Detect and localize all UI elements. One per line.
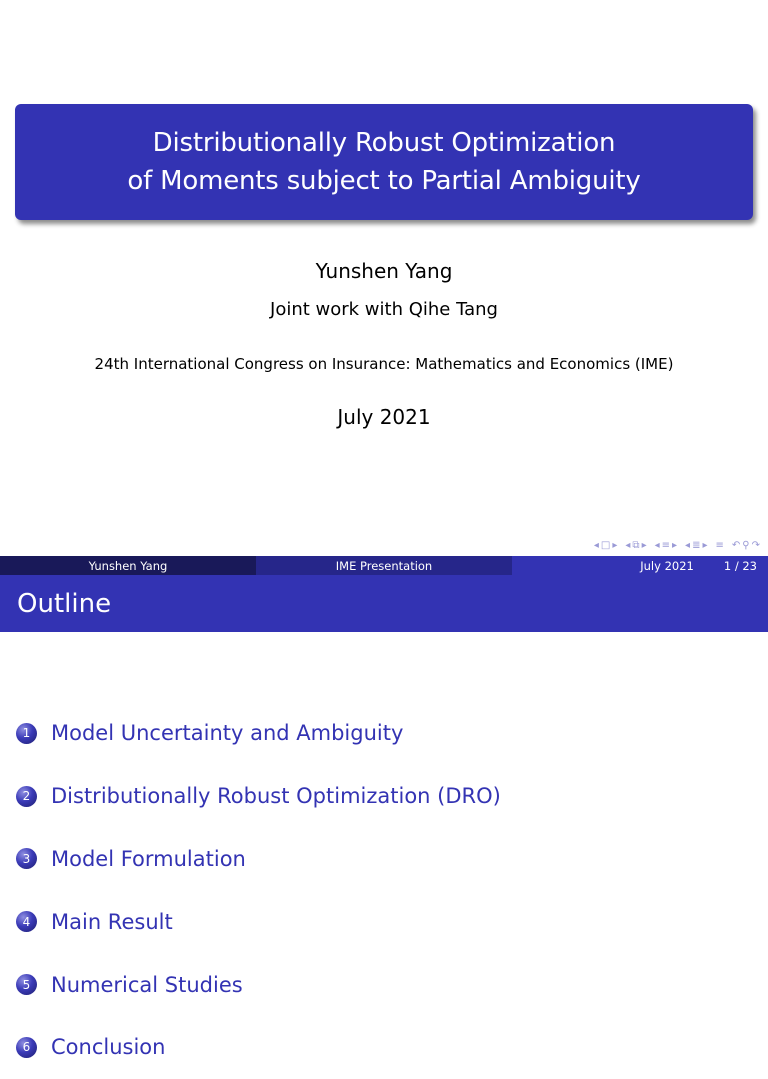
nav-document-icon[interactable]: ≡: [715, 539, 724, 551]
outline-item-label[interactable]: Distributionally Robust Optimization (DRO): [51, 784, 501, 809]
nav-document-group[interactable]: [716, 540, 724, 551]
outline-slide: [0, 575, 768, 1060]
outline-item[interactable]: [16, 953, 501, 1016]
nav-left-arrow-icon[interactable]: ◂: [593, 539, 599, 551]
nav-left-arrow-icon[interactable]: ◂: [625, 539, 631, 551]
outline-item[interactable]: [16, 702, 501, 765]
footline-date-page: [512, 556, 768, 575]
conference-name: 24th International Congress on Insurance: Mathematics and Economics (IME): [94, 355, 674, 373]
nav-section-group[interactable]: [685, 540, 707, 551]
nav-right-arrow-icon[interactable]: ▸: [702, 539, 708, 551]
joint-work-note: Joint work with Qihe Tang: [270, 299, 498, 320]
outline-item[interactable]: [16, 1016, 501, 1079]
nav-left-arrow-icon[interactable]: ◂: [654, 539, 660, 551]
outline-item-label[interactable]: Model Uncertainty and Ambiguity: [51, 721, 404, 746]
numbered-ball-icon: 2: [16, 786, 37, 807]
footline: [0, 556, 768, 575]
outline-item[interactable]: [16, 828, 501, 891]
nav-back-icon[interactable]: ↶: [731, 539, 741, 551]
numbered-ball-icon: 5: [16, 974, 37, 995]
beamer-navigation-bar: [594, 538, 760, 552]
footline-short-title: IME Presentation: [256, 556, 512, 575]
presentation-date: July 2021: [337, 405, 431, 429]
nav-subsection-group[interactable]: [655, 540, 677, 551]
footline-date: July 2021: [640, 558, 694, 573]
title-box: [15, 104, 753, 220]
nav-slide-icon[interactable]: □: [600, 539, 611, 551]
nav-right-arrow-icon[interactable]: ▸: [672, 539, 678, 551]
nav-slide-group[interactable]: [594, 540, 618, 551]
outline-item[interactable]: [16, 765, 501, 828]
outline-item-label[interactable]: Model Formulation: [51, 846, 246, 871]
nav-frame-group[interactable]: [625, 540, 646, 551]
numbered-ball-icon: 6: [16, 1037, 37, 1058]
outline-item-label[interactable]: Numerical Studies: [51, 972, 243, 997]
presentation-title-line-2: of Moments subject to Partial Ambiguity: [127, 166, 641, 196]
outline-item[interactable]: [16, 890, 501, 953]
footline-author: Yunshen Yang: [0, 556, 256, 575]
presentation-title-line-1: Distributionally Robust Optimization: [152, 128, 616, 158]
nav-forward-icon[interactable]: ↷: [751, 539, 760, 551]
outline-item-label[interactable]: Main Result: [51, 909, 173, 934]
nav-left-arrow-icon[interactable]: ◂: [685, 539, 691, 551]
numbered-ball-icon: 3: [16, 848, 37, 869]
author-name: Yunshen Yang: [315, 259, 453, 283]
numbered-ball-icon: 4: [16, 911, 37, 932]
outline-list: [16, 702, 501, 1079]
outline-item-label[interactable]: Conclusion: [51, 1035, 166, 1060]
nav-search-group[interactable]: [732, 540, 760, 551]
nav-section-icon[interactable]: ≣: [692, 539, 701, 551]
nav-search-icon[interactable]: ⚲: [742, 539, 750, 551]
nav-right-arrow-icon[interactable]: ▸: [641, 539, 647, 551]
numbered-ball-icon: 1: [16, 723, 37, 744]
nav-frame-icon[interactable]: ⧉: [632, 539, 640, 551]
footline-page-number: 1 / 23: [723, 558, 757, 573]
nav-right-arrow-icon[interactable]: ▸: [612, 539, 618, 551]
frame-title: Outline: [0, 575, 768, 632]
nav-subsection-icon[interactable]: ≡: [661, 539, 671, 551]
